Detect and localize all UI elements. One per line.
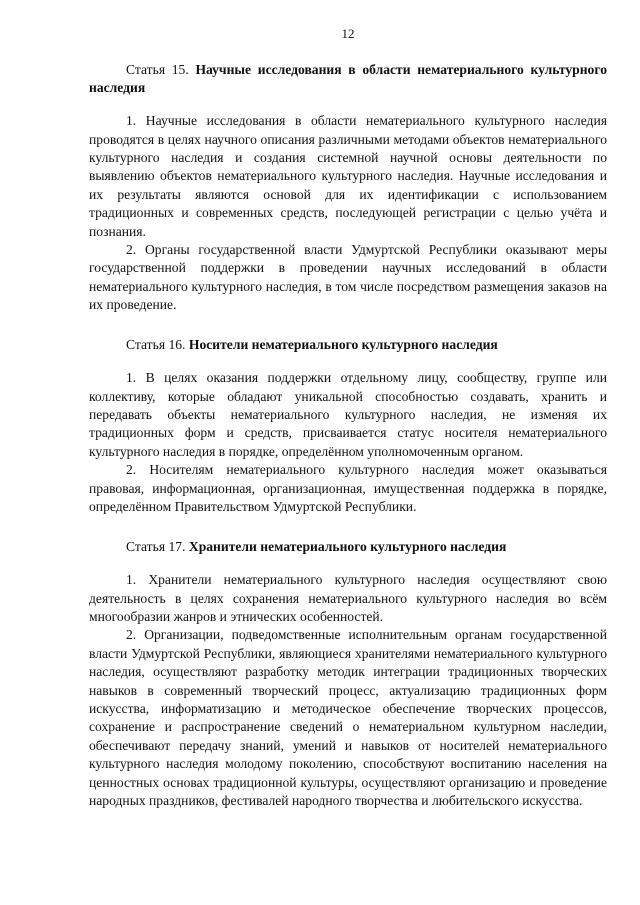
article-17 bbox=[89, 538, 607, 811]
article-number: Статья 17. bbox=[126, 538, 186, 554]
article-number: Статья 16. bbox=[126, 336, 186, 352]
article-body bbox=[89, 112, 607, 314]
article-number: Статья 15. bbox=[126, 62, 189, 77]
article-heading bbox=[89, 336, 607, 354]
page-number: 12 bbox=[341, 26, 355, 41]
article-title: Носители нематериального культурного наследия bbox=[188, 336, 498, 352]
paragraph: 2. Организации, подведомственные исполнительным органам государственной власти Удмуртской Республики, являющиеся хранителями нематериального культурного наследия, осуществляют разработку методик интеграции традиционных творческих навыков в современный творческий процесс, актуализацию традиционных форм искусства, информатизацию и методическое обеспечение творческих процессов, сохранение и распространение сведений о нематериальном культурном наследии, обеспечивают передачу знаний, умений и навыков от носителей нематериального культурного наследия молодому поколению, способствуют воспитанию населения на ценностных основах традиционной культуры, осуществляют организацию и проведение народных праздников, фестивалей народного творчества и любительского искусства. bbox=[89, 627, 607, 808]
paragraph: 1. Научные исследования в области нематериального культурного наследия проводятся в целях научного описания различными методами объектов нематериального культурного наследия и создания системной научной основы деятельности по выявлению объектов нематериального культурного наследия. Научные исследования и их результаты являются основой для их идентификации с использованием традиционных и современных средств, последующей регистрации с целью учёта и познания. bbox=[89, 113, 607, 239]
article-body bbox=[89, 571, 607, 810]
article-title: Научные исследования в области нематериального культурного наследия bbox=[89, 62, 607, 95]
article-body bbox=[89, 369, 607, 516]
paragraph: 2. Органы государственной власти Удмуртской Республики оказывают меры государственной поддержки в проведении научных исследований в области нематериального культурного наследия, в том числе посредством размещения заказов на их проведение. bbox=[89, 242, 607, 313]
paragraph: 2. Носителям нематериального культурного наследия может оказываться правовая, информационная, организационная, имущественная поддержка в порядке, определённом Правительством Удмуртской Республики. bbox=[89, 462, 607, 515]
article-heading bbox=[89, 538, 607, 556]
paragraph: 1. Хранители нематериального культурного наследия осуществляют свою деятельность в целях сохранения нематериального культурного наследия во всём многообразии жанров и этнических особенностей. bbox=[89, 572, 607, 624]
document-page bbox=[89, 26, 607, 810]
article-heading bbox=[89, 61, 607, 96]
article-title: Хранители нематериального культурного наследия bbox=[188, 538, 507, 554]
article-16 bbox=[89, 336, 607, 517]
paragraph: 1. В целях оказания поддержки отдельному лицу, сообществу, группе или коллективу, которые обладают уникальной способностью создавать, хранить и передавать объекты нематериального культурного наследия, не изменяя их традиционных форм и средств, присваивается статус носителя нематериального культурного наследия в порядке, определённом уполномоченным органом. bbox=[89, 370, 607, 459]
article-15 bbox=[89, 61, 607, 315]
